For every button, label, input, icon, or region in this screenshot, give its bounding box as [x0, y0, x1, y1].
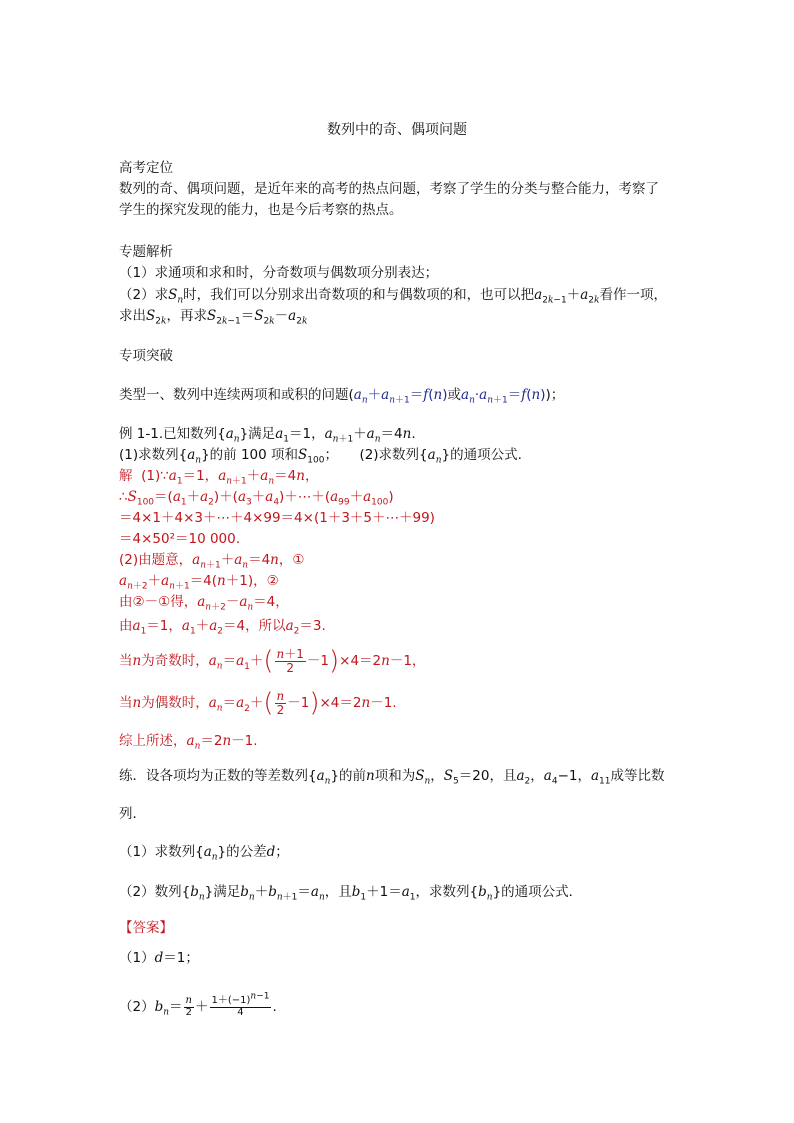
practice-question-1: （1）求数列$\{a_n\}$的公差d； [119, 844, 289, 863]
solution-line-6: $a_{n+2}+a_{n+1}=4(n+1)$，② [119, 573, 279, 592]
solution-line-even: 当n为偶数时，$a_n=a_2+$( $\frac{n}{2}$ －1)×4＝2n－1. [119, 688, 397, 719]
analysis-item-2: （2）求$S_n$时，我们可以分别求出奇数项的和与偶数项的和，也可以把$a_{2k-1}+a_{2k}$看作一项， [119, 287, 667, 306]
analysis-item-3: 求出$S_{2k}$，再求$S_{2k-1}=S_{2k}-a_{2k}$ [119, 308, 308, 327]
page-title: 数列中的奇、偶项问题 [327, 122, 467, 138]
solution-line-5: (2)由题意，$a_{n+1}+a_n=4n$，① [119, 552, 305, 571]
practice-question-2: （2）数列$\{b_n\}$满足$b_n+b_{n+1}=a_n$，且$b_1+1=a_1$，求数列$\{b_n\}$的通项公式． [119, 884, 583, 903]
solution-line-odd: 当n为奇数时，$a_n=a_1+$( $\frac{n+1}{2}$ －1)×4＝2n－1， [119, 646, 426, 677]
solution-line-7: 由②－①得，$a_{n+2}-a_n=4$， [119, 594, 289, 613]
solution-line-2: $\therefore S_{100}=(a_1+a_2)+(a_3+a_4)+\cdots+(a_{99}+a_{100})$ [119, 489, 394, 508]
breakthrough-heading: 专项突破 [119, 348, 173, 364]
practice-statement-end: 列． [119, 806, 146, 822]
example-statement: 例 1-1.已知数列$\{a_n\}$满足$a_1=1$，$a_{n+1}+a_n=4n$. [119, 426, 416, 445]
practice-statement: 练．设各项均为正数的等差数列$\{a_n\}$的前n项和为$S_n$，$S_5=20$，且$a_2$，$a_4-1$，$a_{11}$成等比数 [119, 768, 665, 787]
answer-2: $(2)b_n=$ $\frac{n}{2}$ ＋ $\frac{1+(-1)^{n-1}}{4}$ . [119, 991, 277, 1018]
type1-heading: 类型一、数列中连续两项和或积的问题($a_n+a_{n+1}=f(n)$或$a_n\cdot a_{n+1}=f(n)$)； [119, 387, 565, 406]
positioning-text-1: 数列的奇、偶项问题，是近年来的高考的热点问题，考察了学生的分类与整合能力，考察了 [119, 181, 659, 197]
analysis-heading: 专题解析 [119, 244, 173, 260]
example-questions: (1)求数列$\{a_n\}$的前 100 项和$S_{100}$； (2)求数列$\{a_n\}$的通项公式. [119, 447, 522, 466]
positioning-text-2: 学生的探究发现的能力，也是今后考察的热点。 [119, 202, 403, 218]
answer-1: （1）d＝1； [119, 950, 199, 966]
solution-line-8: 由$a_1=1$，$a_1+a_2=4$，所以$a_2=3$. [119, 618, 326, 637]
analysis-item-1: （1）求通项和求和时，分奇数项与偶数项分别表达； [119, 265, 439, 281]
solution-line-4: ＝4×50²＝10 000. [119, 531, 241, 547]
solution-conclusion: 综上所述，$a_n=2n-1$. [119, 733, 258, 752]
positioning-heading: 高考定位 [119, 160, 173, 176]
answer-label: 【答案】 [119, 920, 173, 936]
solution-line-1: 解 $(1)\because a_1=1$，$a_{n+1}+a_n=4n$， [119, 468, 319, 487]
solution-line-3: ＝4×1＋4×3＋⋯＋4×99＝4×(1＋3＋5＋⋯＋99) [119, 510, 435, 526]
